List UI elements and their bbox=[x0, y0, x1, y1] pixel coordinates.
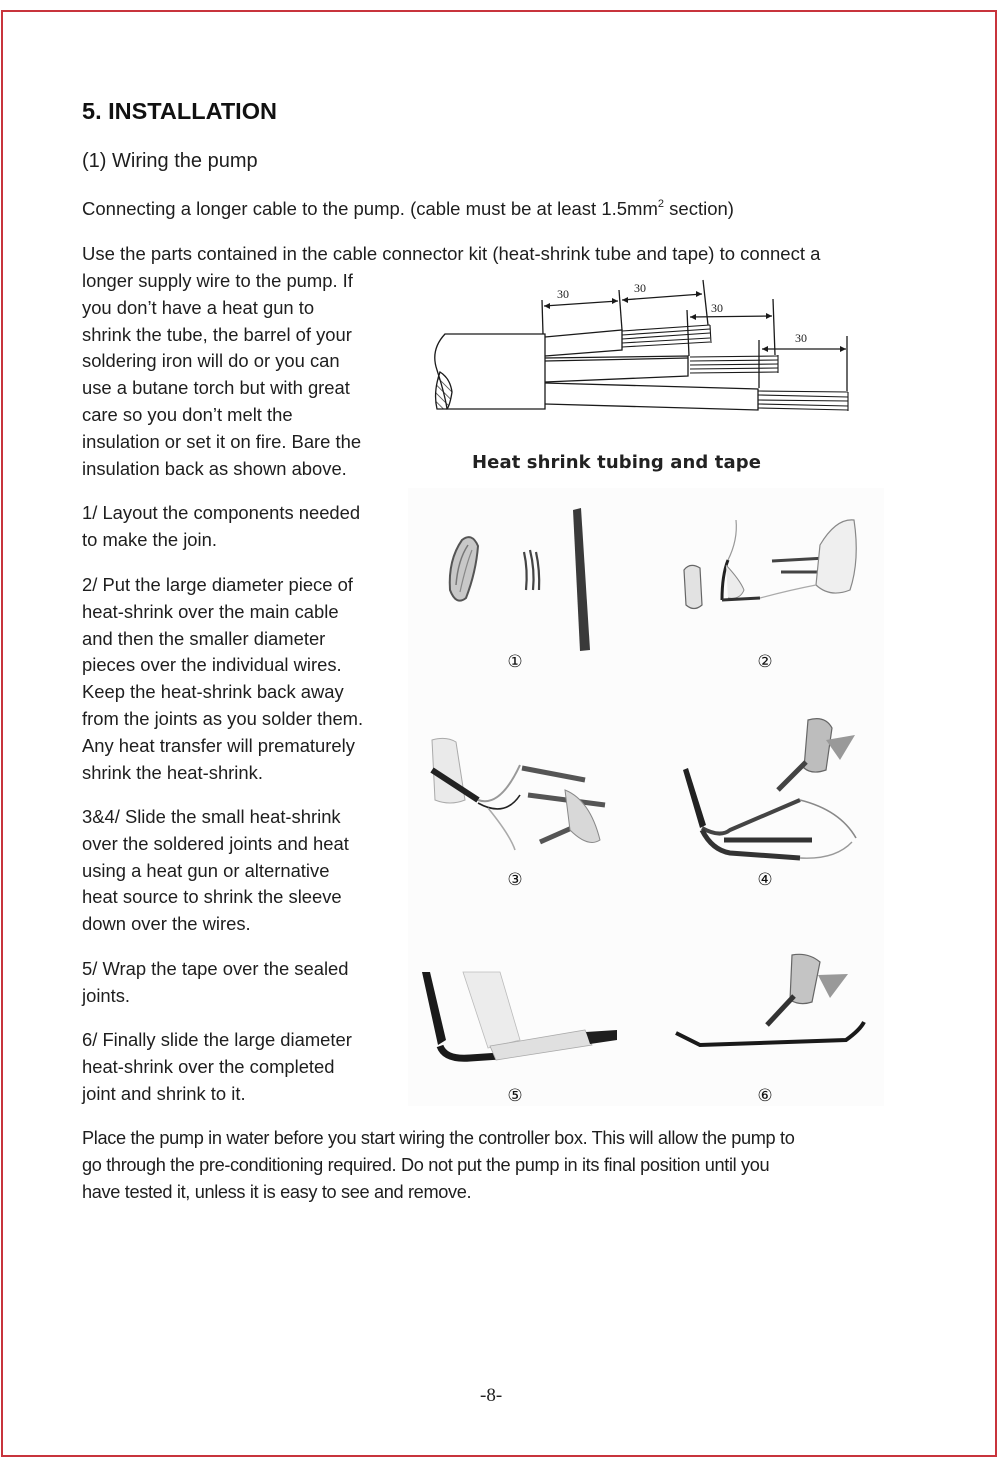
photo-2-heat-shrink bbox=[684, 520, 856, 609]
page-number: -8- bbox=[480, 1385, 503, 1406]
photo-number-1: ① bbox=[507, 652, 523, 672]
step-2: 2/ Put the large diameter piece of heat-shrink over the main cable and then the smaller diameter pieces over the individual wires. Keep the heat-shrink back away from the joints as you solder them. Any heat transfer will prematurely shrink the heat-shrink. bbox=[82, 574, 364, 783]
step-1: 1/ Layout the components needed to make the join. bbox=[82, 502, 361, 550]
kit-paragraph: longer supply wire to the pump. If you don’t have a heat gun to shrink the tube, the barrel of your soldering iron will do or you can use a butane torch but with great care so you don’t melt the insulation or set it on fire. Bare the insulation back as shown above. bbox=[82, 270, 362, 479]
photo-6-final-shrink bbox=[676, 954, 864, 1045]
section-title: 5. INSTALLATION bbox=[82, 98, 277, 124]
photo-5-tape bbox=[422, 972, 617, 1060]
kit-paragraph-first-line: Use the parts contained in the cable connector kit (heat-shrink tube and tape) to connect a bbox=[82, 243, 821, 264]
diagram-caption: Heat shrink tubing and tape bbox=[472, 452, 762, 473]
photo-1-components bbox=[450, 508, 590, 651]
photo-number-5: ⑤ bbox=[507, 1086, 523, 1106]
photo-3-soldered-joints bbox=[432, 738, 605, 850]
dimension-label: 30 bbox=[634, 281, 646, 295]
step-3-4: 3&4/ Slide the small heat-shrink over the soldered joints and heat using a heat gun or alternative heat source to shrink the sleeve down over the wires. bbox=[82, 806, 349, 935]
photo-number-3: ③ bbox=[507, 870, 523, 890]
photo-4-heat-gun bbox=[683, 719, 856, 859]
step-5: 5/ Wrap the tape over the sealed joints. bbox=[82, 958, 349, 1006]
intro-text: Connecting a longer cable to the pump. (cable must be at least $1.5mm^2$ section) bbox=[82, 198, 734, 219]
subsection-title: (1) Wiring the pump bbox=[82, 150, 258, 172]
dimension-label: 30 bbox=[795, 331, 807, 345]
photo-number-4: ④ bbox=[757, 870, 773, 890]
step-6: 6/ Finally slide the large diameter heat-shrink over the completed joint and shrink to it. bbox=[82, 1029, 352, 1104]
photo-number-2: ② bbox=[757, 652, 773, 672]
dimension-label: 30 bbox=[711, 301, 723, 315]
photo-number-6: ⑥ bbox=[757, 1086, 773, 1106]
dimension-label: 30 bbox=[557, 287, 569, 301]
closing-paragraph: Place the pump in water before you start wiring the controller box. This will allow the pump to go through the pre-conditioning required. Do not put the pump in its final position until you have tested it, unless it is easy to see and remove. bbox=[82, 1128, 795, 1202]
